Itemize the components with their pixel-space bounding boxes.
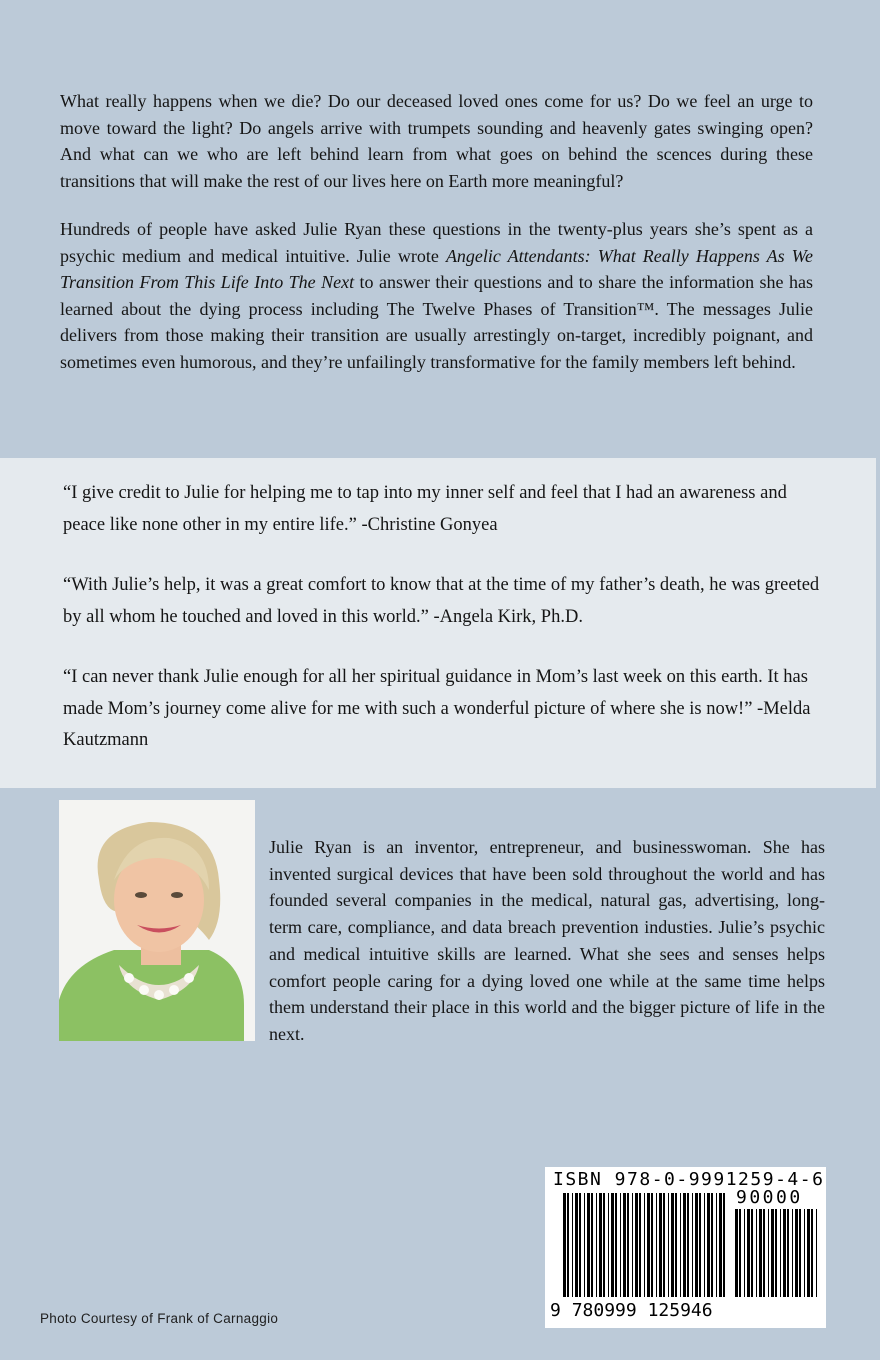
barcode-bar	[811, 1209, 813, 1297]
isbn-label: ISBN 978-0-9991259-4-6	[553, 1169, 825, 1190]
barcode-bar	[603, 1193, 605, 1297]
barcode-bar	[572, 1193, 573, 1297]
barcode-bar	[795, 1209, 798, 1297]
barcode-bar	[723, 1193, 725, 1297]
photo-credit: Photo Courtesy of Frank of Carnaggio	[40, 1311, 279, 1326]
barcode-bar	[739, 1209, 741, 1297]
blurb-paragraph-2	[60, 216, 813, 375]
testimonial-quote: “I give credit to Julie for helping me to tap into my inner self and feel that I had an awareness and peace like none other in my entire life.” -Christine Gonyea	[63, 483, 787, 535]
barcode-bar	[656, 1193, 657, 1297]
back-cover-blurb	[60, 88, 813, 397]
author-bio: Julie Ryan is an inventor, entrepreneur, and businesswoman. She has invented surgical devices that have been sold throughout the world and has founded several companies in the medical, natural gas, advertising, long-term care, compliance, and data breach prevention industies. Julie’s psychic and medical intuitive skills are learned. What she sees and senses helps comfort people caring for a dying loved one while at the same time helps them understand their place in this world and the bigger picture of life in the next.	[269, 837, 825, 1044]
barcode-bar	[659, 1193, 662, 1297]
barcode-bar	[675, 1193, 677, 1297]
barcode-bar	[771, 1209, 774, 1297]
ean-first-digit: 9	[550, 1300, 561, 1321]
blurb-p2-rest: to answer their questions and to share the information she has learned about the dying process including The Twelve Phases of Transition™. The messages Julie delivers from those making their transition are usually arrestingly on-target, incredibly poignant, and sometimes even humorous, and they’re unfailingly transformative for the family members left behind.	[60, 272, 813, 372]
barcode-bar	[647, 1193, 650, 1297]
barcode-bar	[663, 1193, 665, 1297]
barcode-bar	[792, 1209, 793, 1297]
barcode-bar	[635, 1193, 638, 1297]
barcode-bar	[695, 1193, 698, 1297]
barcode-bar	[751, 1209, 753, 1297]
barcode-bar	[719, 1193, 722, 1297]
barcode-bar	[804, 1209, 805, 1297]
barcode-bar	[579, 1193, 581, 1297]
testimonials	[63, 478, 828, 786]
barcode-bar	[683, 1193, 686, 1297]
ean-left-group: 780999	[571, 1300, 637, 1321]
barcode-bar	[780, 1209, 781, 1297]
barcode-bar	[567, 1193, 569, 1297]
ean-right-group: 125946	[647, 1300, 713, 1321]
barcode-bar	[563, 1193, 566, 1297]
barcode-bar	[615, 1193, 617, 1297]
author-photo	[59, 800, 255, 1041]
barcode-bar	[623, 1193, 626, 1297]
barcode-bar	[711, 1193, 713, 1297]
barcode-bar	[644, 1193, 645, 1297]
blurb-paragraph-1: What really happens when we die? Do our deceased loved ones come for us? Do we feel an urge to move toward the light? Do angels arrive with trumpets sounding and heavenly gates swinging open? And what can we who are left behind learn from what goes on behind the scences during these transitions that will make the rest of our lives here on Earth more meaningful?	[60, 91, 813, 191]
barcode-bar	[599, 1193, 602, 1297]
blurb-p2-intro: Hundreds of people have asked Julie Ryan these questions in the twenty-plus years she’s spent as a psychic medium and medical intuitive. Julie wrote	[60, 219, 813, 266]
barcode-bar	[639, 1193, 641, 1297]
barcode-bar	[575, 1193, 578, 1297]
barcode-bar	[668, 1193, 669, 1297]
testimonial-quote: “With Julie’s help, it was a great comfort to know that at the time of my father’s death, he was greeted by all whom he touched and loved in this world.” -Angela Kirk, Ph.D.	[63, 575, 820, 627]
barcode-bar	[587, 1193, 590, 1297]
barcode-bar	[591, 1193, 593, 1297]
isbn-barcode	[545, 1167, 826, 1328]
barcode-bar	[816, 1209, 817, 1297]
barcode-bar	[611, 1193, 614, 1297]
barcode-bar	[608, 1193, 609, 1297]
barcode-bar	[744, 1209, 745, 1297]
barcode-bar	[692, 1193, 693, 1297]
barcode-bar	[768, 1209, 769, 1297]
book-title: Angelic Attendants: What Really Happens As We Transition From This Life Into The Next	[60, 245, 813, 292]
author-portrait-illustration	[59, 800, 255, 1041]
barcode-bar	[807, 1209, 810, 1297]
testimonial-quote: “I can never thank Julie enough for all her spiritual guidance in Mom’s last week on this earth. It has made Mom’s journey come alive for me with such a wonderful picture of where she is now!” -Melda Kautzmann	[63, 667, 811, 750]
barcode-bar	[787, 1209, 789, 1297]
barcode-bar	[775, 1209, 777, 1297]
barcode-bar	[699, 1193, 701, 1297]
barcode-bar	[704, 1193, 705, 1297]
barcode-bar	[747, 1209, 750, 1297]
price-code: 90000	[736, 1187, 803, 1208]
barcode-bar	[620, 1193, 621, 1297]
ean-digits	[550, 1300, 713, 1321]
barcode-bar	[687, 1193, 689, 1297]
barcode-bar	[651, 1193, 653, 1297]
barcode-bar	[756, 1209, 757, 1297]
barcode-bar	[735, 1209, 738, 1297]
barcode-bar	[680, 1193, 681, 1297]
barcode-bar	[584, 1193, 585, 1297]
barcode-bar	[799, 1209, 801, 1297]
barcode-bar	[783, 1209, 786, 1297]
barcode-bar	[627, 1193, 629, 1297]
barcode-bar	[596, 1193, 597, 1297]
barcode-bar	[671, 1193, 674, 1297]
barcode-bar	[759, 1209, 762, 1297]
barcode-bar	[707, 1193, 710, 1297]
barcode-bar	[716, 1193, 717, 1297]
barcode-bar	[763, 1209, 765, 1297]
barcode-bar	[632, 1193, 633, 1297]
